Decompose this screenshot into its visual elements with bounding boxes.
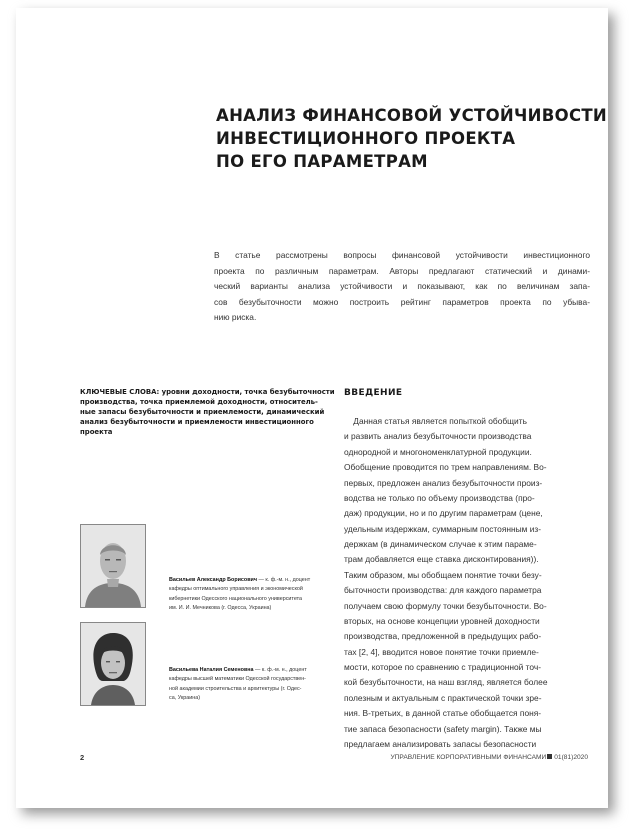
body-line: держкам (в динамическом случае к этим параме-: [344, 539, 537, 549]
body-line: тие запаса безопасности (safety margin). Также мы: [344, 723, 542, 734]
author-degree: — к. ф.-м. н., доцент: [253, 667, 307, 673]
page-number: 2: [80, 753, 85, 762]
body-line: ния. В-третьих, в данной статье обобщается поня-: [344, 708, 542, 719]
keywords-line: производства, точка приемлемой доходности, относитель-: [80, 397, 318, 406]
body-line: даж) продукции, но и по другим параметрам (цене,: [344, 508, 543, 519]
author-line: са, Украина): [169, 695, 201, 702]
journal-issue: 01(81)2020: [554, 754, 588, 761]
abstract-line: нию риска.: [214, 312, 257, 323]
body-line: полезным и актуальным с практической точки зре-: [344, 692, 542, 703]
journal-name: УПРАВЛЕНИЕ КОРПОРАТИВНЫМИ ФИНАНСАМИ: [390, 754, 547, 761]
author-line: ной академии строительства и архитектуры (г. Одес-: [169, 685, 302, 692]
author-degree: — к. ф.-м. н., доцент: [256, 577, 311, 583]
author-line: [169, 576, 337, 585]
keywords-line: КЛЮЧЕВЫЕ СЛОВА: уровни доходности, точка безубыточности: [80, 388, 335, 396]
body-line: и развить анализ безубыточности производства: [344, 431, 532, 442]
author-line: кафедры высшей математики Одесской государствен-: [169, 676, 306, 683]
title-line: ИНВЕСТИЦИОННОГО ПРОЕКТА: [216, 129, 516, 148]
title-line: ПО ЕГО ПАРАМЕТРАМ: [216, 152, 428, 171]
body-line: производства, предложенной в предыдущих рабо-: [344, 631, 542, 642]
author-portrait-image: [81, 623, 145, 705]
running-footer: [390, 754, 588, 761]
body-line: однородной и многономенклатурной продукции.: [344, 446, 532, 457]
body-line: мости, которое по сравнению с традиционной точ-: [344, 662, 542, 672]
body-line: Данная статья является попыткой обобщить: [344, 416, 527, 426]
author-name: Васильев Александр Борисович: [169, 577, 257, 583]
author-portrait-image: [81, 525, 145, 607]
author-line: кафедры оптимального управления и экономической: [169, 586, 303, 593]
abstract-line: сов безубыточности можно построить рейтинг параметров проекта по убыва-: [214, 296, 590, 307]
body-line: тах [2, 4], вводится новое понятие точки приемле-: [344, 646, 539, 657]
body-line: трам добавляется еще ставка дисконтирования)).: [344, 554, 539, 565]
article-title: [216, 104, 608, 173]
abstract-line: проекта по различным параметрам. Авторы предлагают статический и динами-: [214, 265, 590, 276]
body-line: водства не только по объему производства (про-: [344, 492, 535, 503]
body-line: Таким образом, мы обобщаем понятие точки безу-: [344, 569, 542, 580]
author-line: кибернетики Одесского национального университета: [169, 595, 303, 602]
author-photo: [80, 622, 146, 706]
body-line: предлагаем анализировать запасы безопасности: [344, 738, 537, 749]
journal-page: [16, 8, 608, 808]
author-photo: [80, 524, 146, 608]
body-line: Обобщение проводится по трем направлениям. Во-: [344, 462, 547, 473]
author-info: [169, 666, 337, 704]
keywords-line: анализ безубыточности и приемлемости инвестиционного: [80, 417, 314, 426]
body-line: вторых, на основе концепции уровней доходности: [344, 615, 540, 626]
body-line: удельным издержкам, суммарным постоянным из-: [344, 523, 542, 534]
keywords-block: [80, 388, 335, 438]
author-line: [169, 666, 337, 675]
body-line: кой безубыточности, на наш взгляд, является более: [344, 677, 548, 688]
square-separator-icon: [547, 754, 552, 759]
introduction-heading: ВВЕДЕНИЕ: [344, 388, 403, 398]
body-line: получаем свою формулу точки безубыточности. Во-: [344, 600, 547, 611]
author-line: им. И. И. Мечникова (г. Одесса, Украина): [169, 605, 272, 612]
introduction-text: [344, 414, 590, 752]
keywords-line: проекта: [80, 427, 113, 436]
abstract-line: ческий варианты анализа устойчивости и показывают, как по величинам запа-: [214, 281, 590, 292]
body-line: первых, предложен анализ безубыточности произ-: [344, 477, 543, 488]
title-line: АНАЛИЗ ФИНАНСОВОЙ УСТОЙЧИВОСТИ: [216, 106, 608, 125]
author-info: [169, 576, 337, 614]
body-line: быточности производства: для каждого параметра: [344, 585, 542, 596]
article-abstract: [214, 248, 590, 326]
abstract-line: В статье рассмотрены вопросы финансовой устойчивости инвестиционного: [214, 250, 590, 260]
keywords-line: ные запасы безубыточности и приемлемости, динамический: [80, 407, 325, 416]
author-name: Васильева Наталия Семеновна: [169, 667, 254, 673]
